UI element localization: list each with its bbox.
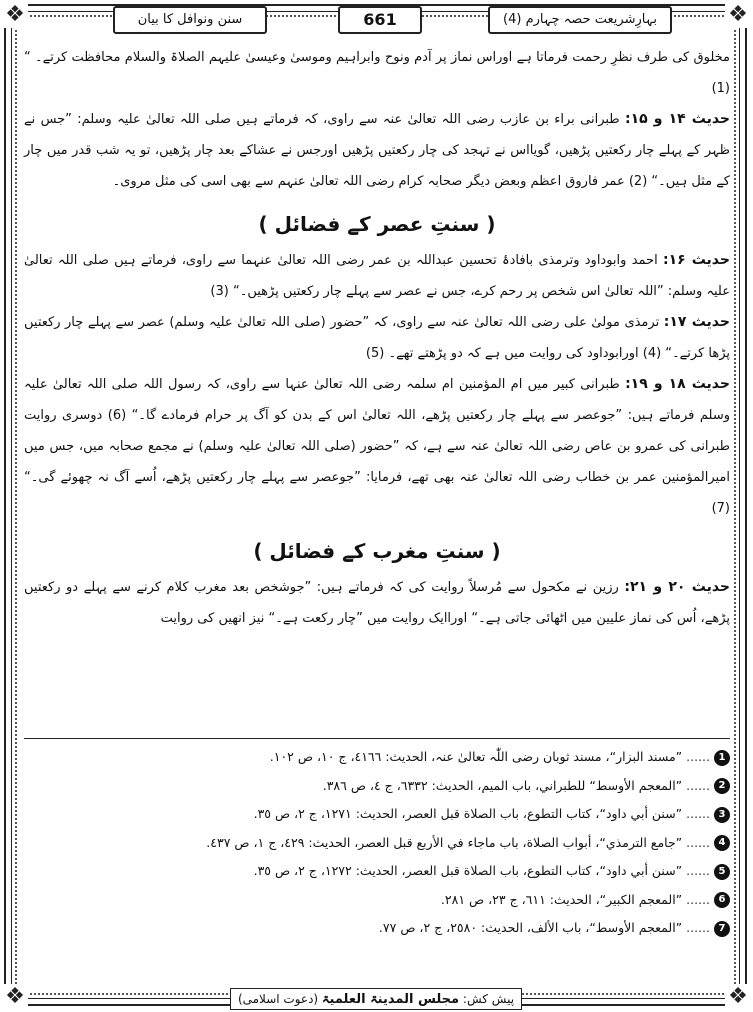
footnote-number: 7 <box>714 921 730 937</box>
hadith-paragraph <box>24 572 730 634</box>
hadith-paragraph <box>24 245 730 307</box>
footnote-text: ”المعجم الکبیر“، الحدیث: ٦١١، ج ٢٣، ص ٢٨١. <box>440 891 683 907</box>
paragraph-text: طبرانی براء بن عازب رضی اللہ تعالیٰ عنہ سے راوی، کہ فرماتے ہیں صلی اللہ تعالیٰ علیہ وسلم: ”جس نے ظہر کے پہلے چار رکعتیں پڑھیں، گویااس نے تہجد کی چار رکعتیں پڑھیں اورجس نے عشاکے بعد چار پڑھیں، تو یہ شب قدر میں چار کے مثل ہیں۔“ (2) عمر فاروق اعظم وبعض دیگر صحابہ کرام رضی اللہ تعالیٰ عنہم سے بھی اسی کی مثل مروی۔ <box>24 112 730 189</box>
hadith-paragraph <box>24 104 730 197</box>
footnote-text: ”سنن أبي داود“، کتاب التطوع، باب الصلاة قبل العصر، الحدیث: ١٢٧١، ج ٢، ص ٣٥. <box>253 806 683 821</box>
footnote-number: 5 <box>714 864 730 880</box>
hadith-number: حدیث ۱۴ و ۱۵: <box>625 111 731 127</box>
hadith-number: حدیث ۱۶: <box>663 252 730 268</box>
main-content <box>24 42 730 634</box>
publisher-suffix: (دعوت اسلامی) <box>237 992 319 1006</box>
book-title: بہارِشریعت حصہ چہارم (4) <box>488 6 672 34</box>
paragraph-text: طبرانی کبیر میں ام المؤمنین ام سلمہ رضی اللہ تعالیٰ عنہا سے راوی، کہ رسول اللہ صلی اللہ تعالیٰ علیہ وسلم فرماتے ہیں: ”جوعصر سے پہلے چار رکعتیں پڑھے، اللہ تعالیٰ اس کے بدن کو آگ پر حرام فرمادے گا۔“ (6) دوسری روایت طبرانی کی عمرو بن عاص رضی اللہ تعالیٰ عنہ سے ہے، کہ ”حضور (صلی اللہ تعالیٰ علیہ وسلم) نے مجمع صحابہ میں، جس میں امیرالمؤمنین عمر بن خطاب رضی اللہ تعالیٰ عنہ بھی تھے، فرمایا: ”جوعصر سے پہلے چار رکعتیں پڑھے، اُسے آگ نہ چھوئے گی۔“ (7) <box>24 377 730 516</box>
corner-ornament-icon: ❖ <box>2 984 28 1010</box>
footnote-number: 1 <box>714 750 730 766</box>
paragraph <box>24 42 730 104</box>
footnote-text: ”المعجم الأوسط“، باب الألف، الحدیث: ٢٥٨٠، ج ٢، ص ٧٧. <box>378 920 683 935</box>
paragraph-text: احمد وابوداود وترمذی بافادۂ تحسین عبداللہ بن عمر رضی اللہ تعالیٰ عنہما سے راوی، فرماتے ہیں صلی اللہ تعالیٰ علیہ وسلم: ”اللہ تعالیٰ اس شخص پر رحم کرے، جس نے عصر سے پہلے چار رکعتیں پڑھیں۔“ (3) <box>24 253 730 299</box>
page-footer <box>230 988 520 1010</box>
footnote-item: 6......”المعجم الکبیر“، الحدیث: ٦١١، ج ٢٣، ص ٢٨١. <box>24 886 730 915</box>
paragraph-text: ترمذی مولیٰ علی رضی اللہ تعالیٰ عنہ سے راوی، کہ ”حضور (صلی اللہ تعالیٰ علیہ وسلم) عصر سے پہلے چار رکعتیں پڑھا کرتے۔“ (4) اورابوداود کی روایت میں ہے کہ دو پڑھتے تھے۔ (5) <box>24 315 730 361</box>
footnote-divider <box>24 738 730 739</box>
hadith-paragraph <box>24 369 730 524</box>
corner-ornament-icon: ❖ <box>2 2 28 28</box>
footnote-item: 4......”جامع الترمذي“، أبواب الصلاة، باب ماجاء في الأربع قبل العصر، الحدیث: ٤٢٩، ج ١، ص ٤٣٧. <box>24 829 730 858</box>
corner-ornament-icon: ❖ <box>725 2 751 28</box>
hadith-number: حدیث ۱۷: <box>663 314 730 330</box>
footnote-number: 6 <box>714 892 730 908</box>
hadith-number: حدیث ۱۸ و ۱۹: <box>625 376 730 392</box>
footnote-text: ”جامع الترمذي“، أبواب الصلاة، باب ماجاء في الأربع قبل العصر، الحدیث: ٤٢٩، ج ١، ص ٤٣٧. <box>206 834 683 850</box>
page-header <box>18 6 733 34</box>
corner-ornament-icon: ❖ <box>725 984 751 1010</box>
publisher-name: مجلس المدینۃ العلمیۃ <box>321 992 460 1007</box>
footnote-number: 3 <box>714 807 730 823</box>
footnote-number: 4 <box>714 835 730 851</box>
footnote-item: 1......”مسند البزار“، مسند ثوبان رضی اللّٰہ تعالیٰ عنہ، الحدیث: ٤١٦٦، ج ١٠، ص ١٠٢. <box>24 743 730 772</box>
footer-prefix: پیش کش: <box>462 992 515 1006</box>
section-heading: ( سنتِ عصر کے فضائل ) <box>258 212 496 236</box>
paragraph-text: مخلوق کی طرف نظرِ رحمت فرماتا ہے اوراس نماز پر آدم ونوح وابراہیم وموسیٰ وعیسیٰ علیہم الصلاۃ والسلام محافظت کرتے۔ “ (1) <box>24 50 730 96</box>
chapter-title: سنن ونوافل کا بیان <box>113 6 267 34</box>
footnotes <box>24 743 730 943</box>
hadith-number: حدیث ۲۰ و ۲۱: <box>624 579 730 595</box>
hadith-paragraph <box>24 307 730 369</box>
publisher-box <box>230 988 522 1010</box>
footnote-item: 3......”سنن أبي داود“، کتاب التطوع، باب الصلاة قبل العصر، الحدیث: ١٢٧١، ج ٢، ص ٣٥. <box>24 800 730 829</box>
footnote-number: 2 <box>714 778 730 794</box>
footnote-text: ”مسند البزار“، مسند ثوبان رضی اللّٰہ تعالیٰ عنہ، الحدیث: ٤١٦٦، ج ١٠، ص ١٠٢. <box>269 749 683 764</box>
footnote-item: 7......”المعجم الأوسط“، باب الألف، الحدیث: ٢٥٨٠، ج ٢، ص ٧٧. <box>24 914 730 943</box>
footnote-item: 5......”سنن أبي داود“، کتاب التطوع، باب الصلاة قبل العصر، الحدیث: ١٢٧٢، ج ٢، ص ٣٥. <box>24 857 730 886</box>
footnote-text: ”سنن أبي داود“، کتاب التطوع، باب الصلاة قبل العصر، الحدیث: ١٢٧٢، ج ٢، ص ٣٥. <box>253 863 683 878</box>
page-number: 661 <box>338 6 422 34</box>
footnote-text: ”المعجم الأوسط“ للطبراني، باب المیم، الحدیث: ٦٣٣٢، ج ٤، ص ٣٨٦. <box>322 777 683 793</box>
paragraph-text: رزین نے مکحول سے مُرسلاً روایت کی کہ فرماتے ہیں: ”جوشخص بعد مغرب کلام کرنے سے پہلے دو رکعتیں پڑھے، اُس کی نماز علیین میں اٹھائی جاتی ہے۔“ اوراایک روایت میں ”چار رکعت ہے۔“ نیز انھیں کی روایت <box>24 580 730 626</box>
section-heading: ( سنتِ مغرب کے فضائل ) <box>253 539 501 563</box>
footnote-item: 2......”المعجم الأوسط“ للطبراني، باب المیم، الحدیث: ٦٣٣٢، ج ٤، ص ٣٨٦. <box>24 772 730 801</box>
